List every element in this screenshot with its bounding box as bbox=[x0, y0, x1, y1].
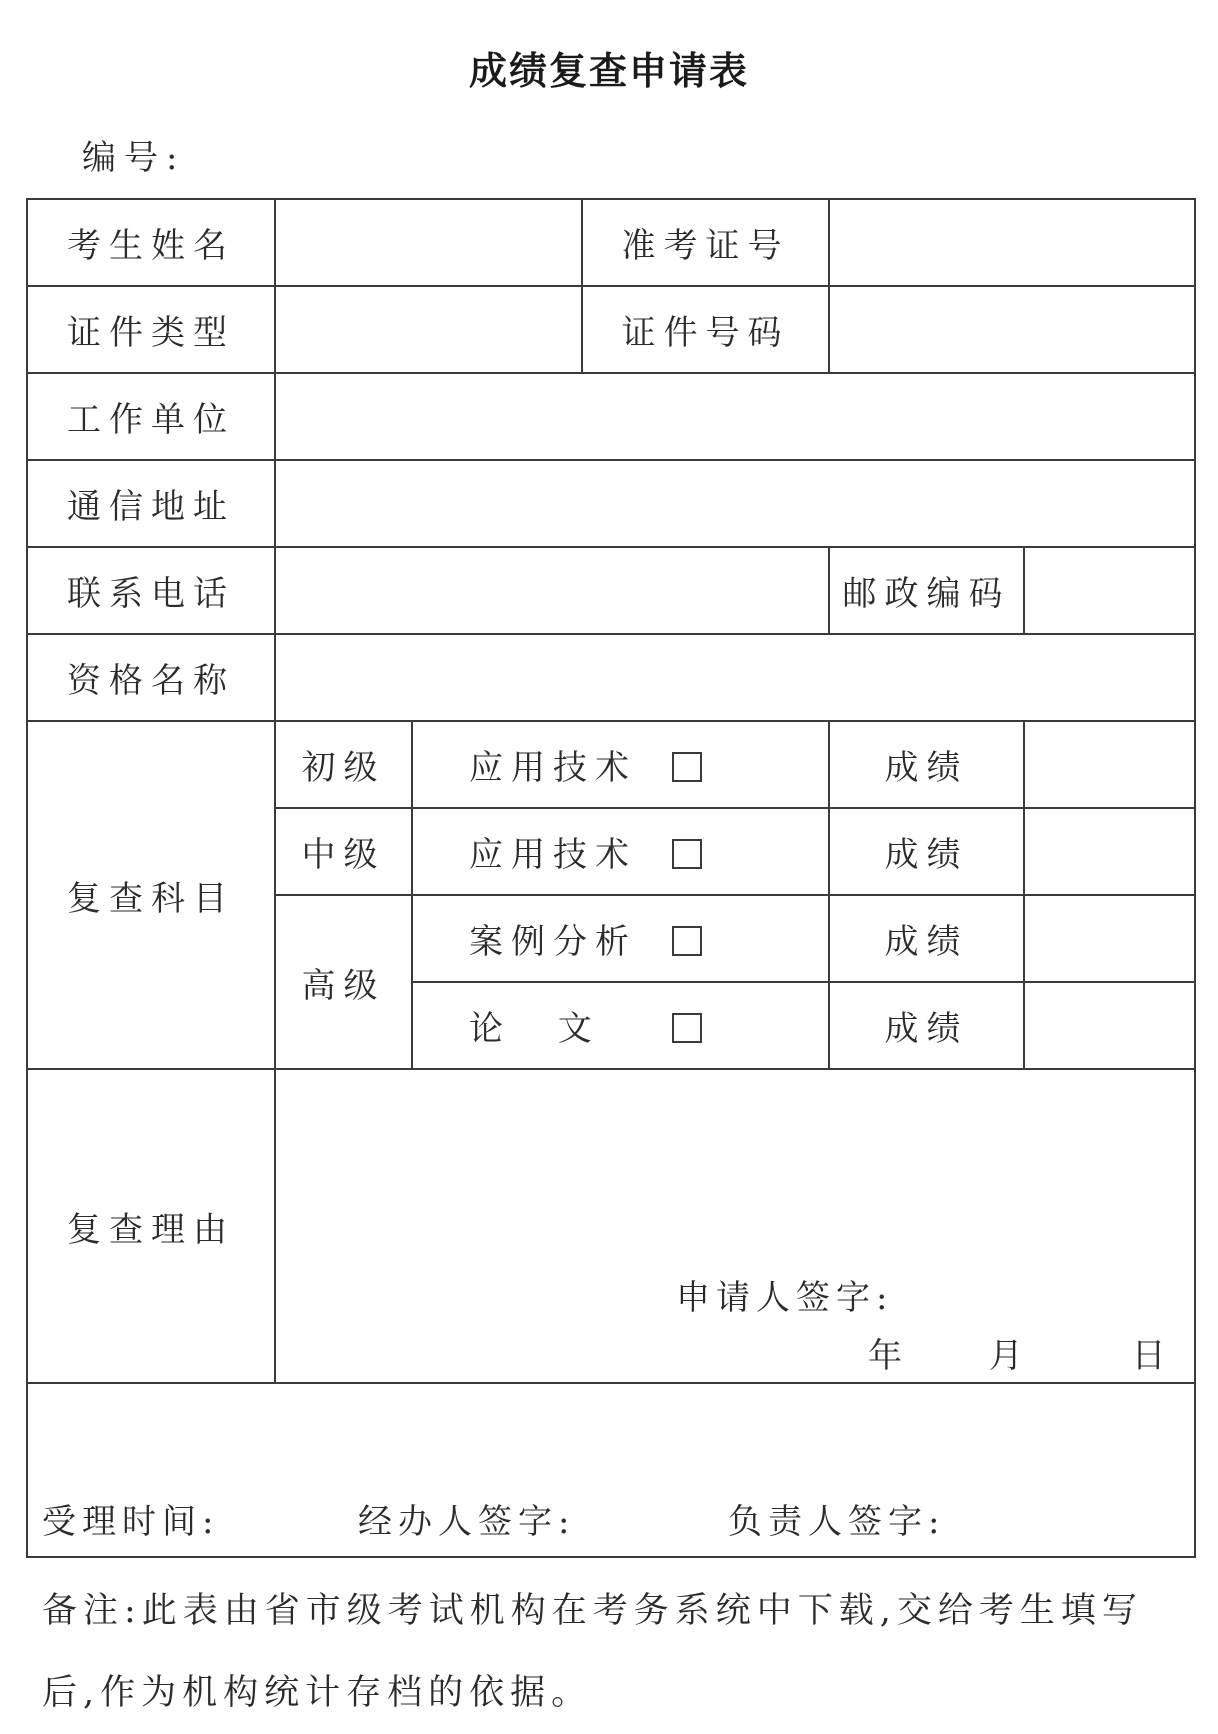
reason-field[interactable] bbox=[275, 1069, 1195, 1383]
row-name bbox=[27, 199, 1195, 286]
subject-junior bbox=[412, 721, 829, 808]
work-field[interactable] bbox=[275, 373, 1195, 460]
name-label: 考生姓名 bbox=[27, 199, 275, 286]
signature-date bbox=[868, 1328, 1174, 1377]
score-label-intermediate: 成绩 bbox=[829, 808, 1024, 895]
form-title: 成绩复查申请表 bbox=[468, 49, 749, 93]
row-id bbox=[27, 286, 1195, 373]
year-label: 年 bbox=[868, 1336, 910, 1376]
qualification-label: 资格名称 bbox=[27, 634, 275, 721]
level-senior: 高级 bbox=[275, 895, 412, 1069]
row-work bbox=[27, 373, 1195, 460]
score-field-junior[interactable] bbox=[1024, 721, 1195, 808]
manager-signature-label: 负责人签字: bbox=[728, 1502, 946, 1542]
review-row-junior bbox=[27, 721, 1195, 808]
level-intermediate: 中级 bbox=[275, 808, 412, 895]
row-phone bbox=[27, 547, 1195, 634]
month-label: 月 bbox=[988, 1336, 1031, 1376]
ticket-label: 准考证号 bbox=[582, 199, 829, 286]
phone-field[interactable] bbox=[275, 547, 829, 634]
row-address bbox=[27, 460, 1195, 547]
row-qualification bbox=[27, 634, 1195, 721]
postcode-label: 邮政编码 bbox=[829, 547, 1024, 634]
id-type-label: 证件类型 bbox=[27, 286, 275, 373]
acceptance-cell bbox=[27, 1383, 1195, 1557]
footnote: 备注:此表由省市级考试机构在考务系统中下载,交给考生填写后,作为机构统计存档的依据。 bbox=[42, 1591, 1143, 1713]
score-field-intermediate[interactable] bbox=[1024, 808, 1195, 895]
subject-intermediate-label: 应用技术 bbox=[469, 835, 637, 875]
handler-signature-label: 经办人签字: bbox=[358, 1502, 576, 1542]
id-number-label: 证件号码 bbox=[582, 286, 829, 373]
subject-senior-case-label: 案例分析 bbox=[469, 922, 637, 962]
score-field-senior-case[interactable] bbox=[1024, 895, 1195, 982]
subject-senior-case bbox=[412, 895, 829, 982]
checkbox-senior-paper[interactable] bbox=[672, 1013, 702, 1043]
score-label-senior-paper: 成绩 bbox=[829, 982, 1024, 1069]
reason-label: 复查理由 bbox=[27, 1069, 275, 1383]
row-reason bbox=[27, 1069, 1195, 1383]
score-field-senior-paper[interactable] bbox=[1024, 982, 1195, 1069]
subject-junior-label: 应用技术 bbox=[469, 748, 637, 788]
id-type-field[interactable] bbox=[275, 286, 582, 373]
subject-senior-paper-label: 论 文 bbox=[469, 1009, 614, 1049]
postcode-field[interactable] bbox=[1024, 547, 1195, 634]
serial-number-label: 编号: bbox=[82, 138, 186, 178]
work-label: 工作单位 bbox=[27, 373, 275, 460]
day-label: 日 bbox=[1131, 1336, 1174, 1376]
subject-senior-paper bbox=[412, 982, 829, 1069]
score-label-senior-case: 成绩 bbox=[829, 895, 1024, 982]
id-number-field[interactable] bbox=[829, 286, 1195, 373]
application-form-table bbox=[26, 198, 1196, 1558]
checkbox-junior[interactable] bbox=[672, 752, 702, 782]
acceptance-time-label: 受理时间: bbox=[42, 1502, 220, 1542]
address-label: 通信地址 bbox=[27, 460, 275, 547]
name-field[interactable] bbox=[275, 199, 582, 286]
subject-intermediate bbox=[412, 808, 829, 895]
checkbox-senior-case[interactable] bbox=[672, 926, 702, 956]
level-junior: 初级 bbox=[275, 721, 412, 808]
phone-label: 联系电话 bbox=[27, 547, 275, 634]
applicant-signature-label: 申请人签字: bbox=[676, 1278, 894, 1318]
ticket-field[interactable] bbox=[829, 199, 1195, 286]
score-label-junior: 成绩 bbox=[829, 721, 1024, 808]
address-field[interactable] bbox=[275, 460, 1195, 547]
row-acceptance bbox=[27, 1383, 1195, 1557]
checkbox-intermediate[interactable] bbox=[672, 839, 702, 869]
qualification-field[interactable] bbox=[275, 634, 1195, 721]
review-label: 复查科目 bbox=[27, 721, 275, 1069]
